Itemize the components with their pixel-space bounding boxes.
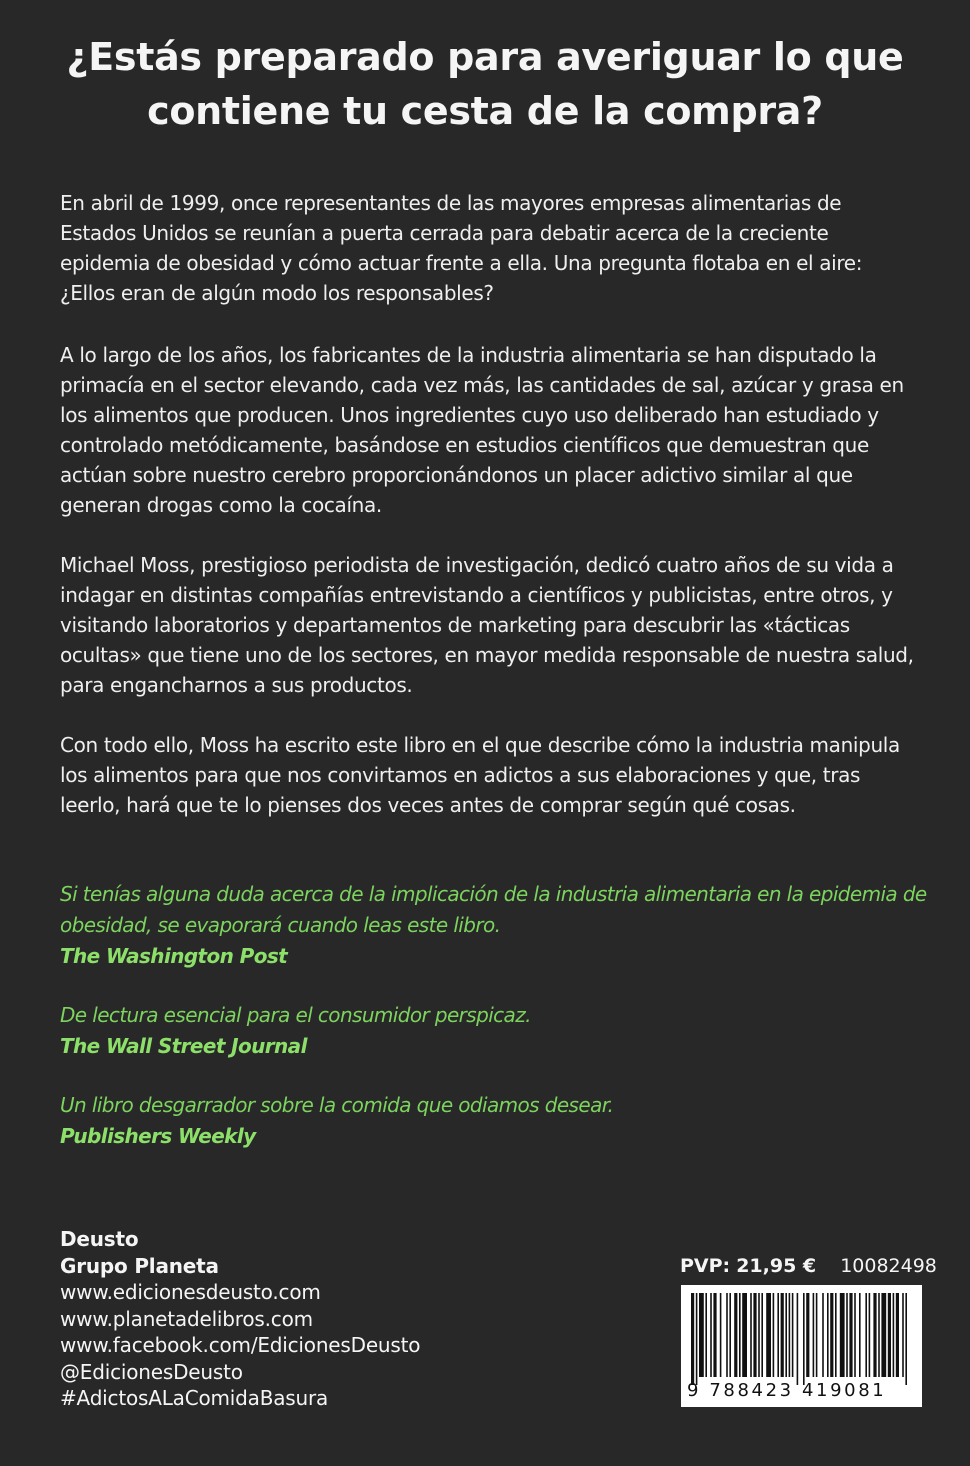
barcode-bar bbox=[781, 1293, 784, 1377]
barcode-bar bbox=[750, 1293, 752, 1377]
headline-line-2: contiene tu cesta de la compra? bbox=[147, 89, 823, 133]
barcode-bar bbox=[896, 1293, 899, 1377]
publisher-website: www.edicionesdeusto.com bbox=[60, 1280, 321, 1304]
publisher-block bbox=[60, 1226, 420, 1412]
barcode-bar bbox=[742, 1293, 747, 1377]
barcode-bar bbox=[803, 1293, 805, 1385]
publisher-facebook: www.facebook.com/EdicionesDeusto bbox=[60, 1333, 421, 1357]
barcode-bar bbox=[873, 1293, 876, 1377]
barcode-bar bbox=[827, 1293, 829, 1377]
price-label: PVP: bbox=[680, 1255, 731, 1277]
barcode-bar bbox=[734, 1293, 737, 1377]
barcode-bar bbox=[822, 1293, 824, 1377]
barcode-bar bbox=[854, 1293, 856, 1377]
barcode-bar bbox=[859, 1293, 861, 1377]
barcode-bar bbox=[849, 1293, 852, 1377]
barcode-bar bbox=[691, 1293, 694, 1385]
publisher-group: Grupo Planeta bbox=[60, 1253, 219, 1278]
barcode-bar bbox=[739, 1293, 741, 1377]
barcode-bar bbox=[761, 1293, 763, 1377]
review-quote-source: Publishers Weekly bbox=[60, 1124, 256, 1148]
barcode-bar bbox=[785, 1293, 787, 1377]
review-quote-text: Si tenías alguna duda acerca de la implicación de la industria alimentaria en la epidemia de obesidad, se evaporará cuando leas este libro. bbox=[60, 882, 927, 937]
barcode-bar bbox=[705, 1293, 707, 1377]
barcode-bar bbox=[696, 1293, 698, 1385]
barcode-bar bbox=[753, 1293, 756, 1377]
barcode-bar bbox=[773, 1293, 775, 1377]
publisher-hashtag: #AdictosALaComidaBasura bbox=[60, 1386, 329, 1410]
review-quote-3 bbox=[60, 1090, 930, 1152]
barcode-bar bbox=[905, 1293, 907, 1385]
review-quote-source: The Wall Street Journal bbox=[60, 1034, 307, 1058]
barcode-bar bbox=[758, 1293, 760, 1377]
publisher-twitter-handle: @EdicionesDeusto bbox=[60, 1359, 243, 1384]
review-quote-text: Un libro desgarrador sobre la comida que odiamos desear. bbox=[60, 1093, 614, 1117]
barcode-bar bbox=[869, 1293, 871, 1377]
barcode bbox=[681, 1285, 922, 1407]
barcode-bar bbox=[893, 1293, 895, 1377]
headline bbox=[0, 30, 970, 138]
publisher-website-2: www.planetadelibros.com bbox=[60, 1306, 313, 1331]
body-paragraph-4: Con todo ello, Moss ha escrito este libro en el que describe cómo la industria manipula los alimentos para que nos convirtamos en adictos a sus elaboraciones y que, tras leerlo, hará que te lo pienses dos veces antes de comprar según qué cosas. bbox=[60, 733, 900, 817]
price-value: 21,95 € bbox=[736, 1255, 817, 1277]
review-quote-text: De lectura esencial para el consumidor perspicaz. bbox=[60, 1003, 531, 1027]
body-paragraph-3: Michael Moss, prestigioso periodista de investigación, dedicó cuatro años de su vida a indagar en distintas compañías entrevistando a científicos y publicistas, entre otros, y visitando laboratorios y departamentos de marketing para descubrir las «tácticas ocultas» que tiene uno de los sectores, en mayor medida responsable de nuestra salud, para engancharnos a sus productos. bbox=[60, 553, 914, 697]
review-quote-2 bbox=[60, 1000, 930, 1062]
isbn-number: 9 788423 419081 bbox=[687, 1380, 887, 1401]
barcode-bar bbox=[766, 1293, 771, 1377]
barcode-bar bbox=[777, 1293, 779, 1377]
barcode-bar bbox=[713, 1293, 716, 1377]
barcode-bar bbox=[881, 1293, 886, 1377]
barcode-bar bbox=[878, 1293, 880, 1377]
barcode-bar bbox=[830, 1293, 833, 1377]
product-code: 10082498 bbox=[840, 1255, 937, 1277]
publisher-name: Deusto bbox=[60, 1227, 139, 1251]
review-quote-1 bbox=[60, 879, 930, 972]
barcode-bar bbox=[726, 1293, 728, 1377]
barcode-bar bbox=[835, 1293, 837, 1377]
barcode-bar bbox=[806, 1293, 809, 1377]
barcode-bar bbox=[902, 1293, 904, 1377]
body-paragraph-2: A lo largo de los años, los fabricantes de la industria alimentaria se han disputado la primacía en el sector elevando, cada vez más, las cantidades de sal, azúcar y grasa en los alimentos que producen. Unos ingredientes cuyo uso deliberado han estudiado y controlado metódicamente, basándose en estudios científicos que demuestran que actúan sobre nuestro cerebro proporcionándonos un placer adictivo similar al que generan drogas como la cocaína. bbox=[60, 343, 904, 517]
body-paragraph-1: En abril de 1999, once representantes de las mayores empresas alimentarias de Estados Unidos se reunían a puerta cerrada para debatir acerca de la creciente epidemia de obesidad y cómo actuar frente a ella. Una pregunta flotaba en el aire: ¿Ellos eran de algún modo los responsables? bbox=[60, 191, 863, 305]
barcode-bar bbox=[729, 1293, 731, 1377]
barcode-bar bbox=[699, 1293, 704, 1377]
barcode-bar bbox=[846, 1293, 848, 1377]
barcode-bar bbox=[816, 1293, 818, 1377]
price-line bbox=[680, 1255, 937, 1277]
barcode-bar bbox=[720, 1293, 722, 1377]
headline-line-1: ¿Estás preparado para averiguar lo que bbox=[66, 35, 904, 79]
barcode-bar bbox=[813, 1293, 815, 1377]
barcode-bar bbox=[840, 1293, 845, 1377]
barcode-bar bbox=[797, 1293, 799, 1385]
barcode-bar bbox=[888, 1293, 891, 1377]
barcode-bar bbox=[865, 1293, 867, 1377]
barcode-bar bbox=[789, 1293, 791, 1377]
review-quote-source: The Washington Post bbox=[60, 944, 288, 968]
barcode-bar bbox=[792, 1293, 794, 1377]
barcode-bar bbox=[710, 1293, 712, 1377]
